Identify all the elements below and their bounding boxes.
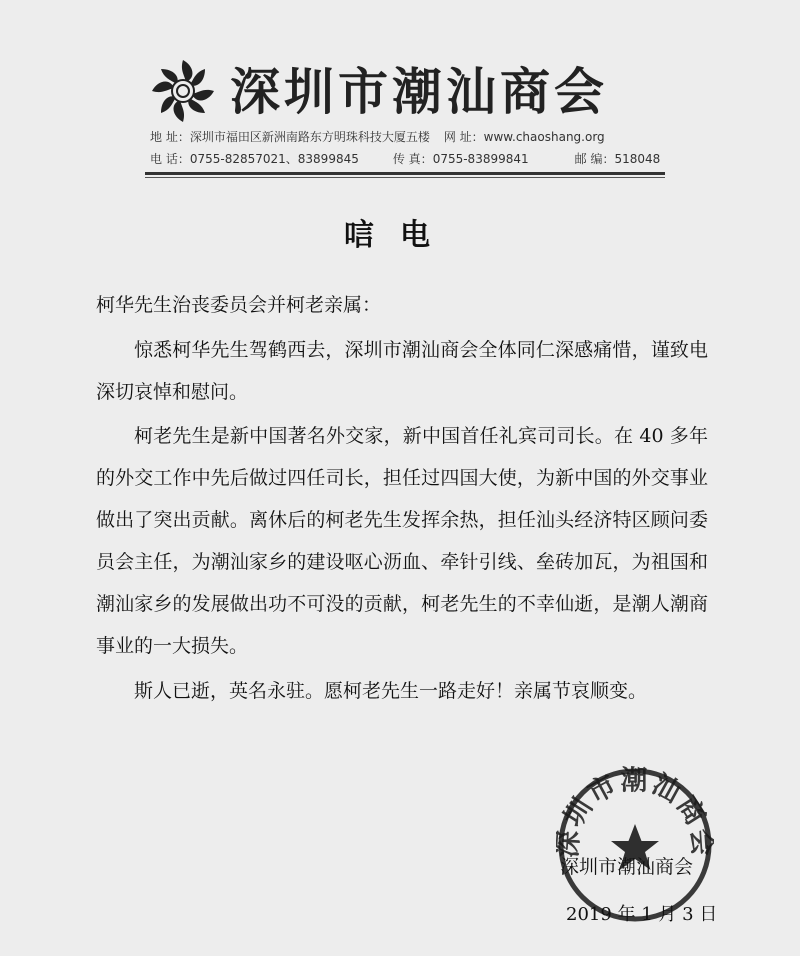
- document-title: 唁电: [344, 218, 456, 253]
- postcode-value: 518048: [614, 152, 661, 166]
- signature-date: 2019 年 1 月 3 日: [566, 904, 718, 925]
- phone-label: 电 话：: [150, 152, 190, 166]
- website-label: 网 址：: [443, 130, 484, 144]
- salutation: 柯华先生治丧委员会并柯老亲属：: [96, 294, 382, 316]
- seal-text: 圳市潮汕商: [558, 766, 712, 833]
- paragraph-2: 柯老先生是新中国著名外交家，新中国首任礼宾司司长。在 40 多年的外交工作中先后做过四任司长，担任过四国大使，为新中国的外交事业做出了突出贡献。离休后的柯老先生发挥余热，担任汕头经济特区顾问委员会主任，为潮汕家乡的建设呕心沥血、牵针引线、垒砖加瓦，为祖国和潮汕家乡的发展做出功不可没的贡献，柯老先生的不幸仙逝，是潮人潮商事业的一大损失。: [96, 425, 708, 657]
- address-label: 地 址：: [150, 130, 190, 144]
- website-value: www.chaoshang.org: [483, 130, 605, 144]
- phone-value: 0755-82857021、83899845: [189, 152, 359, 166]
- postcode-label: 邮 编：: [574, 152, 615, 166]
- paragraph-1: 惊悉柯华先生驾鹤西去，深圳市潮汕商会全体同仁深感痛惜，谨致电深切哀悼和慰问。: [96, 339, 708, 403]
- letterhead-info-row-1: [150, 128, 605, 145]
- paragraph-3: 斯人已逝，英名永驻。愿柯老先生一路走好！亲属节哀顺变。: [134, 680, 648, 702]
- fax-label: 传 真：: [392, 152, 433, 166]
- letterhead-divider-thick: [145, 172, 665, 175]
- letterhead-org-name: 深圳市潮汕商会: [230, 63, 608, 121]
- address-value: 深圳市福田区新洲南路东方明珠科技大厦五楼: [189, 130, 430, 144]
- signature-org: 深圳市潮汕商会: [560, 856, 694, 878]
- letterhead-divider-thin: [145, 177, 665, 178]
- chaoshang-logo-icon: [150, 58, 216, 124]
- fax-value: 0755-83899841: [432, 152, 529, 166]
- letterhead-info-row-2: [150, 150, 660, 167]
